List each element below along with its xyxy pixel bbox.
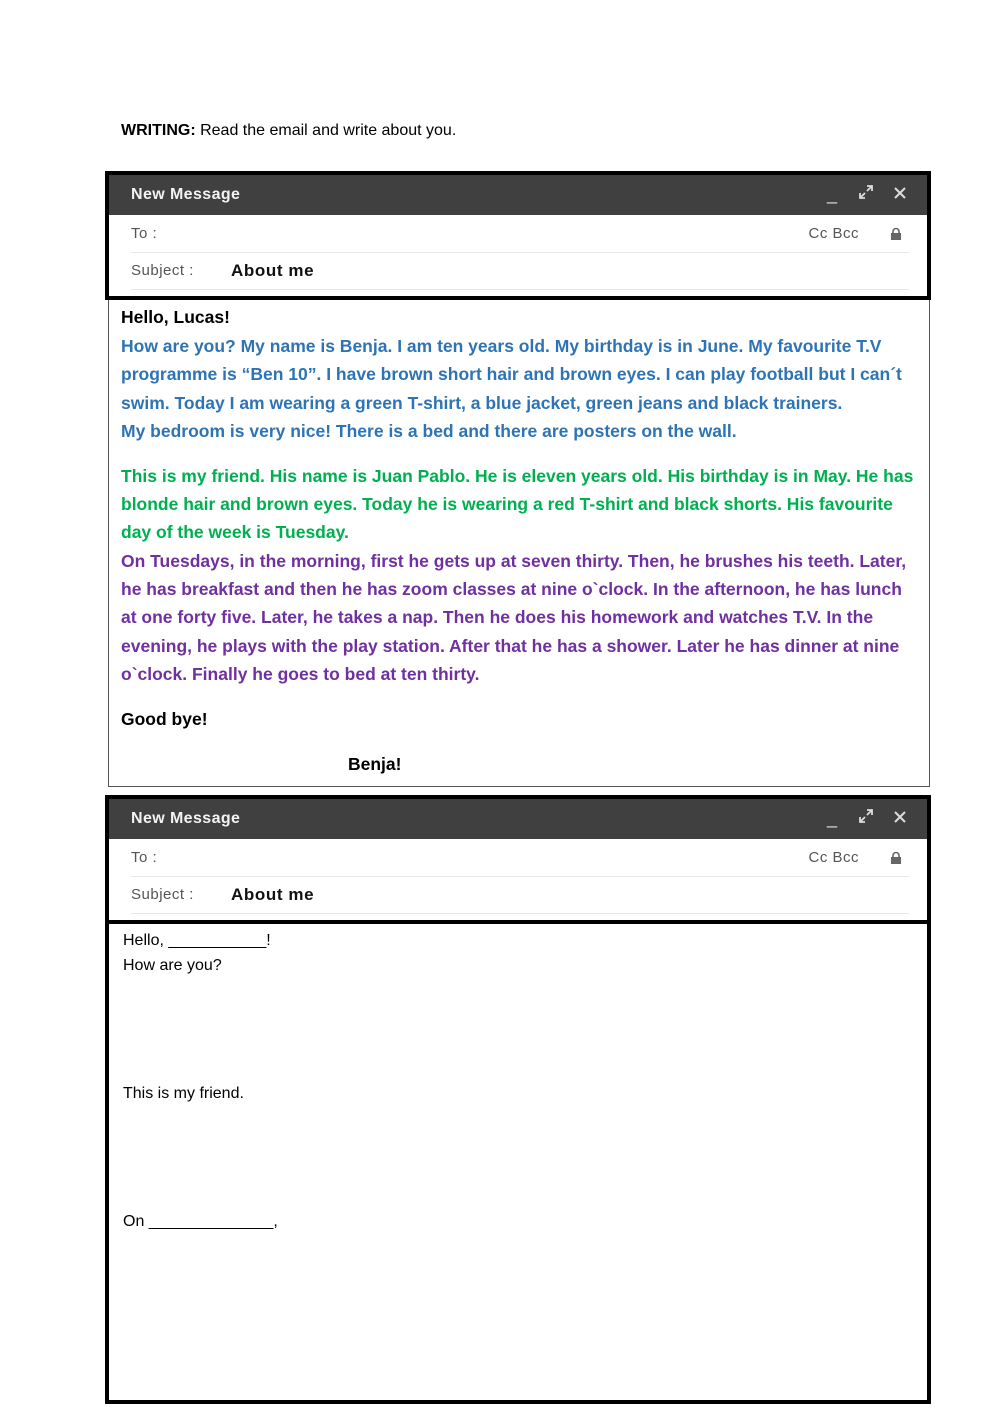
template-email-body[interactable]	[105, 917, 931, 1404]
compose-title: New Message	[131, 810, 241, 827]
compose-title-bar	[109, 175, 927, 215]
paragraph3-line: at one forty five. Later, he takes a nap. Then he does his homework and watches T.V. In the	[121, 607, 874, 627]
template-day-line: On ______________,	[123, 1213, 278, 1230]
paragraph3-line: o`clock. Finally he goes to bed at ten thirty.	[121, 664, 480, 684]
to-row[interactable]	[131, 839, 909, 877]
to-label: To :	[131, 225, 158, 242]
subject-label: Subject :	[131, 886, 194, 903]
paragraph3-line: he has breakfast and then he has zoom classes at nine o`clock. In the afternoon, he has lunch	[121, 579, 902, 599]
cc-bcc-link[interactable]: Cc Bcc	[808, 849, 859, 866]
template-greeting: Hello, ___________!	[123, 932, 271, 949]
paragraph3-line: On Tuesdays, in the morning, first he gets up at seven thirty. Then, he brushes his teeth. Later,	[121, 551, 907, 571]
paragraph1-line: swim. Today I am wearing a green T-shirt, a blue jacket, green jeans and black trainers.	[121, 393, 843, 413]
compose-title-bar	[109, 799, 927, 839]
instruction-label: WRITING:	[121, 122, 196, 139]
paragraph2-line: This is my friend. His name is Juan Pablo. He is eleven years old. His birthday is in May. He has	[121, 466, 914, 486]
template-friend-line: This is my friend.	[123, 1085, 244, 1102]
lock-icon	[889, 851, 903, 865]
subject-label: Subject :	[131, 262, 194, 279]
cc-bcc-link[interactable]: Cc Bcc	[808, 225, 859, 242]
compose-title: New Message	[131, 186, 241, 203]
compose-window-example	[105, 171, 931, 300]
subject-value: About me	[231, 261, 315, 280]
paragraph2-line: day of the week is Tuesday.	[121, 522, 349, 542]
expand-icon[interactable]	[855, 183, 877, 205]
paragraph2-line: blonde hair and brown eyes. Today he is wearing a red T-shirt and black shorts. His favourite	[121, 494, 893, 514]
subject-row[interactable]	[131, 252, 909, 290]
minimize-icon[interactable]: _	[826, 184, 837, 204]
close-icon[interactable]	[889, 183, 911, 205]
paragraph1-line: My bedroom is very nice! There is a bed and there are posters on the wall.	[121, 421, 737, 441]
closing: Good bye!	[121, 709, 208, 729]
instruction	[121, 121, 456, 141]
instruction-text: Read the email and write about you.	[195, 122, 457, 139]
expand-icon[interactable]	[855, 807, 877, 829]
to-label: To :	[131, 849, 158, 866]
to-row[interactable]	[131, 215, 909, 253]
paragraph1-line: programme is “Ben 10”. I have brown short hair and brown eyes. I can play football but I can´t	[121, 364, 902, 384]
subject-row[interactable]	[131, 876, 909, 914]
paragraph3-line: evening, he plays with the play station. After that he has a shower. Later he has dinner at nine	[121, 636, 900, 656]
minimize-icon[interactable]: _	[826, 808, 837, 828]
close-icon[interactable]	[889, 807, 911, 829]
paragraph1-line: How are you? My name is Benja. I am ten years old. My birthday is in June. My favourite T.V	[121, 336, 882, 356]
template-question: How are you?	[123, 957, 222, 974]
signature: Benja!	[348, 754, 402, 774]
greeting: Hello, Lucas!	[121, 307, 230, 327]
subject-value: About me	[231, 885, 315, 904]
lock-icon	[889, 227, 903, 241]
compose-window-template	[105, 795, 931, 924]
